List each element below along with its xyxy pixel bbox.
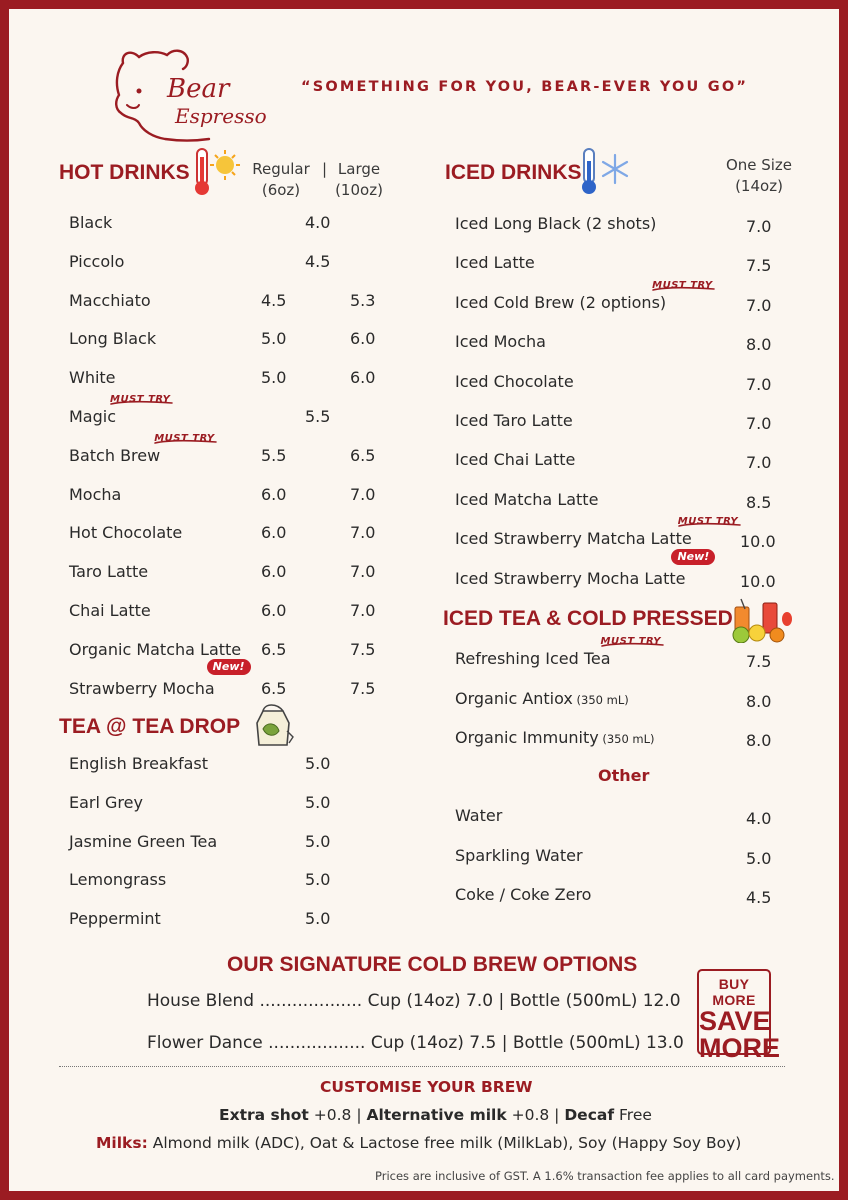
iced-item-iced-long-black-2-shots-price: 7.0 bbox=[746, 217, 772, 236]
tea-item-earl-grey-price: 5.0 bbox=[305, 792, 331, 812]
must-try-tag bbox=[652, 273, 712, 292]
other-item-sparkling-water-name: Sparkling Water bbox=[455, 845, 583, 865]
hot-item-mocha-regular-price: 6.0 bbox=[261, 484, 287, 504]
hot-drinks-title: HOT DRINKS bbox=[59, 161, 190, 184]
hot-item-taro-latte-regular-price: 6.0 bbox=[261, 562, 287, 582]
col-separator: | bbox=[322, 160, 328, 178]
hot-item-long-black-name: Long Black bbox=[69, 329, 157, 349]
hot-item-white-name: White bbox=[69, 368, 116, 388]
iced-item-iced-matcha-latte-price: 8.5 bbox=[746, 492, 772, 512]
hot-item-magic-price: 5.5 bbox=[305, 407, 331, 426]
hot-item-strawberry-mocha-name: Strawberry Mocha bbox=[69, 678, 215, 698]
customise-options-line: Extra shot +0.8 | Alternative milk +0.8 | Decaf Free bbox=[219, 1106, 652, 1124]
hot-item-chai-latte-large-price: 7.0 bbox=[350, 601, 376, 620]
milks-line: Milks: Almond milk (ADC), Oat & Lactose free milk (MilkLab), Soy (Happy Soy Boy) bbox=[96, 1134, 742, 1152]
hot-item-taro-latte-name: Taro Latte bbox=[69, 562, 149, 582]
must-try-label: MUST TRY bbox=[154, 432, 215, 444]
must-try-tag bbox=[110, 387, 170, 406]
tea-bag-icon bbox=[249, 701, 297, 751]
svg-text:Espresso: Espresso bbox=[175, 104, 267, 128]
iced-item-iced-strawberry-mocha-latte-price: 10.0 bbox=[740, 571, 776, 591]
tea-item-lemongrass-price: 5.0 bbox=[305, 870, 331, 890]
tea-item-lemongrass-name: Lemongrass bbox=[69, 870, 167, 890]
hot-item-strawberry-mocha-large-price: 7.5 bbox=[350, 678, 376, 698]
other-item-coke-coke-zero-name: Coke / Coke Zero bbox=[455, 885, 592, 905]
iced-item-iced-long-black-2-shots-name: Iced Long Black (2 shots) bbox=[455, 214, 657, 233]
must-try-underline-icon bbox=[154, 438, 218, 446]
cold-pressed-item-organic-antiox-volume: (350 mL) bbox=[572, 692, 629, 707]
hot-item-hot-chocolate-name: Hot Chocolate bbox=[69, 523, 183, 543]
large-col-label: Large (10oz) bbox=[335, 160, 383, 199]
iced-item-iced-chocolate-name: Iced Chocolate bbox=[455, 371, 574, 391]
signature-line-flower-dance: Flower Dance .................. Cup (14oz) 7.5 | Bottle (500mL) 13.0 bbox=[147, 1033, 684, 1053]
divider bbox=[59, 1066, 785, 1067]
hot-item-macchiato-regular-price: 4.5 bbox=[261, 290, 287, 310]
must-try-label: MUST TRY bbox=[677, 516, 739, 528]
must-try-tag bbox=[154, 426, 214, 445]
tea-item-peppermint-price: 5.0 bbox=[305, 909, 331, 929]
iced-item-iced-chai-latte-name: Iced Chai Latte bbox=[455, 450, 576, 470]
hot-item-long-black-large-price: 6.0 bbox=[350, 329, 376, 349]
hot-item-macchiato-name: Macchiato bbox=[69, 290, 151, 310]
other-item-coke-coke-zero-price: 4.5 bbox=[746, 888, 772, 908]
new-badge: New! bbox=[671, 549, 715, 565]
iced-item-iced-matcha-latte-name: Iced Matcha Latte bbox=[455, 489, 599, 509]
hot-item-batch-brew-regular-price: 5.5 bbox=[261, 445, 287, 465]
new-badge: New! bbox=[207, 659, 251, 675]
hot-item-taro-latte-large-price: 7.0 bbox=[350, 562, 376, 582]
iced-item-iced-mocha-name: Iced Mocha bbox=[455, 332, 546, 352]
cold-pressed-item-organic-antiox-price: 8.0 bbox=[746, 691, 772, 711]
iced-item-iced-chocolate-price: 7.0 bbox=[746, 374, 772, 394]
must-try-tag bbox=[678, 509, 738, 528]
cold-pressed-item-organic-immunity-label: Organic Immunity bbox=[455, 728, 599, 748]
hot-item-macchiato-large-price: 5.3 bbox=[350, 290, 376, 310]
cold-pressed-item-organic-immunity-name bbox=[455, 728, 655, 747]
footnote: Prices are inclusive of GST. A 1.6% transaction fee applies to all card payments. bbox=[375, 1169, 835, 1183]
hot-item-long-black-regular-price: 5.0 bbox=[261, 329, 287, 349]
hot-item-strawberry-mocha-regular-price: 6.5 bbox=[261, 678, 287, 698]
tea-title: TEA @ TEA DROP bbox=[59, 715, 241, 738]
iced-item-iced-cold-brew-2-options-price: 7.0 bbox=[746, 295, 772, 315]
thermometer-snowflake-icon bbox=[579, 145, 631, 197]
buy-more-save-more-badge: BUY MORE SAVE MORE bbox=[697, 969, 771, 1055]
iced-item-iced-strawberry-matcha-latte-price: 10.0 bbox=[740, 532, 776, 552]
other-item-sparkling-water-price: 5.0 bbox=[746, 848, 772, 868]
must-try-underline-icon bbox=[652, 285, 716, 293]
cold-pressed-item-organic-antiox-name bbox=[455, 689, 629, 708]
must-try-label: MUST TRY bbox=[652, 279, 713, 291]
must-try-tag bbox=[601, 629, 661, 648]
hot-item-piccolo-name: Piccolo bbox=[69, 251, 125, 271]
iced-item-iced-taro-latte-price: 7.0 bbox=[746, 414, 772, 433]
hot-item-white-large-price: 6.0 bbox=[350, 368, 376, 388]
must-try-underline-icon bbox=[678, 521, 742, 529]
signature-line-house-blend: House Blend ................... Cup (14oz) 7.0 | Bottle (500mL) 12.0 bbox=[147, 991, 681, 1011]
hot-item-batch-brew-name: Batch Brew bbox=[69, 445, 161, 465]
tea-item-english-breakfast-price: 5.0 bbox=[305, 754, 331, 773]
cold-pressed-item-refreshing-iced-tea-price: 7.5 bbox=[746, 652, 772, 671]
juice-fruit-icon bbox=[727, 597, 793, 643]
hot-item-black-name: Black bbox=[69, 213, 113, 232]
hot-item-organic-matcha-latte-name: Organic Matcha Latte bbox=[69, 639, 242, 659]
iced-item-iced-latte-name: Iced Latte bbox=[455, 253, 535, 273]
regular-col-label: Regular (6oz) bbox=[252, 160, 310, 199]
svg-text:Bear: Bear bbox=[167, 74, 230, 104]
cold-pressed-item-organic-immunity-price: 8.0 bbox=[746, 731, 772, 751]
tea-item-peppermint-name: Peppermint bbox=[69, 909, 161, 929]
other-title: Other bbox=[598, 766, 650, 785]
hot-item-chai-latte-regular-price: 6.0 bbox=[261, 601, 287, 620]
hot-item-magic-name: Magic bbox=[69, 407, 117, 426]
hot-item-mocha-large-price: 7.0 bbox=[350, 484, 376, 504]
must-try-underline-icon bbox=[110, 399, 174, 407]
iced-item-iced-strawberry-matcha-latte-name: Iced Strawberry Matcha Latte bbox=[455, 529, 692, 549]
cold-pressed-title: ICED TEA & COLD PRESSED bbox=[443, 607, 733, 630]
cold-pressed-item-organic-antiox-label: Organic Antiox bbox=[455, 688, 573, 708]
iced-item-iced-mocha-price: 8.0 bbox=[746, 335, 772, 355]
iced-item-iced-taro-latte-name: Iced Taro Latte bbox=[455, 411, 573, 430]
iced-item-iced-chai-latte-price: 7.0 bbox=[746, 453, 772, 473]
other-item-water-name: Water bbox=[455, 806, 503, 825]
iced-item-iced-strawberry-mocha-latte-name: Iced Strawberry Mocha Latte bbox=[455, 568, 686, 588]
must-try-label: MUST TRY bbox=[110, 394, 171, 405]
hot-item-hot-chocolate-regular-price: 6.0 bbox=[261, 523, 287, 543]
hot-item-organic-matcha-latte-regular-price: 6.5 bbox=[261, 639, 287, 659]
hot-item-chai-latte-name: Chai Latte bbox=[69, 601, 151, 620]
cold-pressed-item-refreshing-iced-tea-name bbox=[455, 649, 611, 668]
hot-item-organic-matcha-latte-large-price: 7.5 bbox=[350, 639, 376, 659]
one-size-col-label: One Size (14oz) bbox=[725, 156, 793, 195]
tea-item-earl-grey-name: Earl Grey bbox=[69, 792, 143, 812]
cold-pressed-item-organic-immunity-volume: (350 mL) bbox=[598, 732, 655, 747]
hot-item-mocha-name: Mocha bbox=[69, 484, 122, 504]
must-try-underline-icon bbox=[601, 641, 665, 649]
thermometer-sun-icon bbox=[191, 145, 241, 199]
hot-item-batch-brew-large-price: 6.5 bbox=[350, 445, 376, 465]
tea-item-jasmine-green-tea-price: 5.0 bbox=[305, 831, 331, 851]
iced-drinks-title: ICED DRINKS bbox=[445, 161, 582, 184]
cold-pressed-item-refreshing-iced-tea-label: Refreshing Iced Tea bbox=[455, 649, 611, 668]
customise-title: CUSTOMISE YOUR BREW bbox=[320, 1078, 533, 1096]
tagline: “SOMETHING FOR YOU, BEAR-EVER YOU GO” bbox=[301, 79, 749, 95]
signature-title: OUR SIGNATURE COLD BREW OPTIONS bbox=[227, 953, 638, 976]
hot-item-piccolo-price: 4.5 bbox=[305, 251, 331, 271]
hot-item-white-regular-price: 5.0 bbox=[261, 368, 287, 388]
must-try-label: MUST TRY bbox=[600, 636, 661, 647]
tea-item-jasmine-green-tea-name: Jasmine Green Tea bbox=[69, 831, 218, 851]
hot-item-black-price: 4.0 bbox=[305, 213, 331, 232]
iced-item-iced-latte-price: 7.5 bbox=[746, 256, 772, 276]
hot-item-hot-chocolate-large-price: 7.0 bbox=[350, 523, 376, 543]
other-item-water-price: 4.0 bbox=[746, 809, 772, 828]
menu-page bbox=[9, 9, 839, 1191]
tea-item-english-breakfast-name: English Breakfast bbox=[69, 754, 209, 773]
iced-item-iced-cold-brew-2-options-name: Iced Cold Brew (2 options) bbox=[455, 292, 667, 312]
bear-espresso-logo bbox=[109, 39, 279, 151]
